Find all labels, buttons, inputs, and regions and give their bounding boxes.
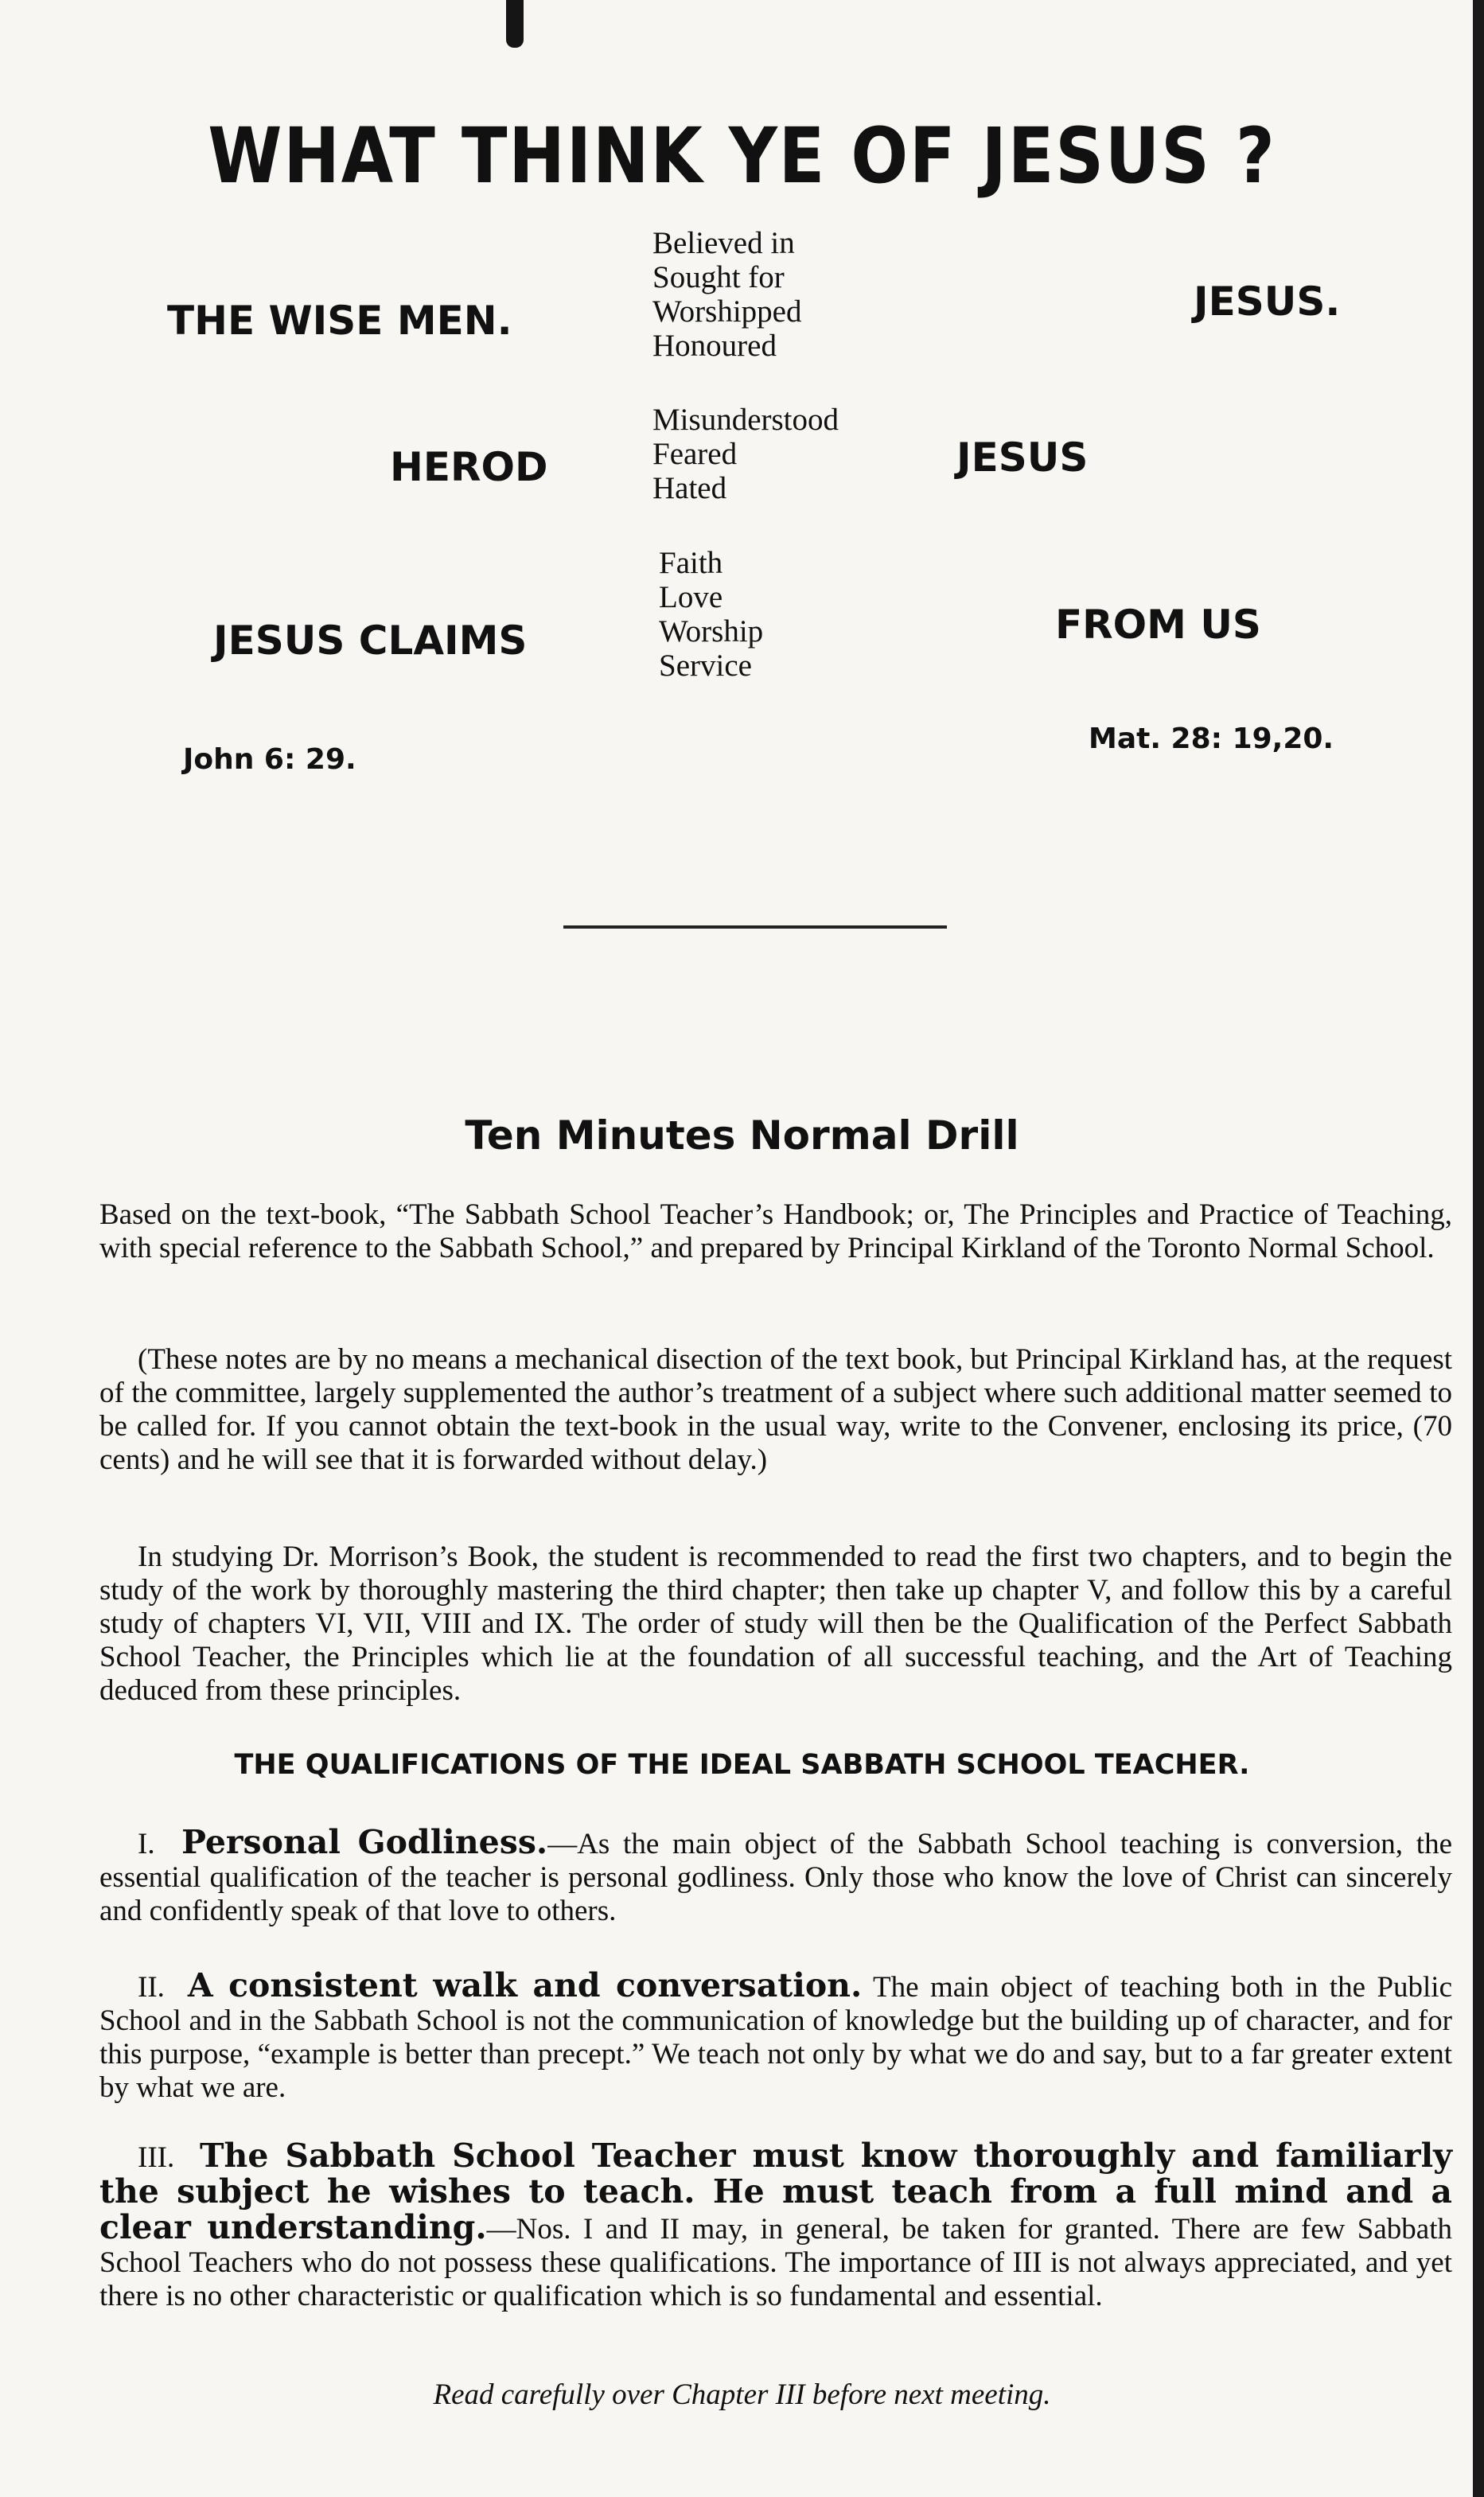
qualification-number: I. — [138, 1828, 155, 1860]
word: Honoured — [652, 329, 777, 363]
row1-word-list — [652, 226, 802, 363]
row2-left-label: HEROD — [390, 444, 548, 490]
qualification-item — [99, 2139, 1452, 2313]
row2-right-label: JESUS — [956, 434, 1089, 481]
scripture-ref-left: John 6: 29. — [183, 743, 356, 776]
row1-right-label: JESUS. — [1194, 279, 1341, 325]
qualification-number: II. — [138, 1971, 165, 2004]
word: Faith — [659, 546, 723, 580]
page-edge-shadow — [1473, 0, 1484, 2497]
row3-right-label: FROM US — [1055, 602, 1261, 648]
qualification-number: III. — [138, 2141, 175, 2174]
word: Misunderstood — [652, 403, 839, 437]
row3-left-label: JESUS CLAIMS — [213, 617, 528, 664]
word: Worshipped — [652, 294, 802, 329]
page-title: WHAT THINK YE OF JESUS ? — [208, 111, 1276, 201]
section-title: Ten Minutes Normal Drill — [465, 1112, 1019, 1159]
intro-paragraph: Based on the text-book, “The Sabbath School Teacher’s Handbook; or, The Principles and Practice of Teaching, with special reference to the Sabbath School,” and prepared by Principal Kirkland of the Toronto Normal School. — [99, 1198, 1452, 1264]
scripture-ref-right: Mat. 28: 19,20. — [1089, 723, 1334, 755]
qualification-lead: Personal Godliness. — [181, 1823, 548, 1861]
row2-word-list — [652, 403, 839, 505]
note-paragraph: (These notes are by no means a mechanical disection of the text book, but Principal Kirkland has, at the request of the committee, largely supplemented the author’s treatment of a subject where such additional matter seemed to be called for. If you cannot obtain the text-book in the usual way, write to the Convener, enclosing its price, (70 cents) and he will see that it is forwarded without delay.) — [99, 1343, 1452, 1476]
qualification-item — [99, 1966, 1453, 2105]
qualification-item — [99, 1825, 1452, 1928]
footer-instruction: Read carefully over Chapter III before next meeting. — [433, 2378, 1051, 2411]
row1-left-label: THE WISE MEN. — [167, 298, 512, 344]
row3-word-list — [659, 546, 763, 683]
ink-mark — [506, 0, 524, 48]
qualification-text: —Nos. I and II may, in general, be taken for granted. There are few Sabbath School Teachers who do not possess these qualifications. The importance of III is not always appreciated, and yet there is no other characteristic or qualification which is so fundamental and essential. — [99, 2213, 1452, 2312]
word: Service — [659, 649, 752, 683]
qualification-text: The main object of teaching both in the Public School and in the Sabbath School is not the communication of knowledge but the building up of character, and for this purpose, “example is better than precept.” We teach not only by what we do and say, but to a far greater extent by what we are. — [99, 1971, 1453, 2104]
qualification-text: —As the main object of the Sabbath School teaching is conversion, the essential qualification of the teacher is personal godliness. Only those who know the love of Christ can sincerely and confidently speak of that love to others. — [99, 1828, 1453, 1927]
word: Love — [659, 580, 723, 614]
qualifications-heading: THE QUALIFICATIONS OF THE IDEAL SABBATH SCHOOL TEACHER. — [234, 1749, 1250, 1781]
qualification-lead: The Sabbath School Teacher must know thoroughly and familiarly the subject he wishes to teach. He must teach from a full mind and a clear understanding. — [99, 2137, 1452, 2246]
word: Hated — [652, 471, 727, 505]
word: Worship — [659, 614, 764, 649]
qualification-lead: A consistent walk and conversation. — [187, 1966, 863, 2004]
study-paragraph: In studying Dr. Morrison’s Book, the student is recommended to read the first two chapters, and to begin the study of the work by thoroughly mastering the third chapter; then take up chapter V, and follow this by a careful study of chapters VI, VII, VIII and IX. The order of study will then be the Qualification of the Perfect Sabbath School Teacher, the Principles which lie at the foundation of all successful teaching, and the Art of Teaching deduced from these principles. — [99, 1541, 1452, 1707]
word: Feared — [652, 437, 738, 471]
divider-rule — [563, 925, 947, 929]
word: Sought for — [652, 260, 785, 294]
word: Believed in — [652, 226, 795, 260]
